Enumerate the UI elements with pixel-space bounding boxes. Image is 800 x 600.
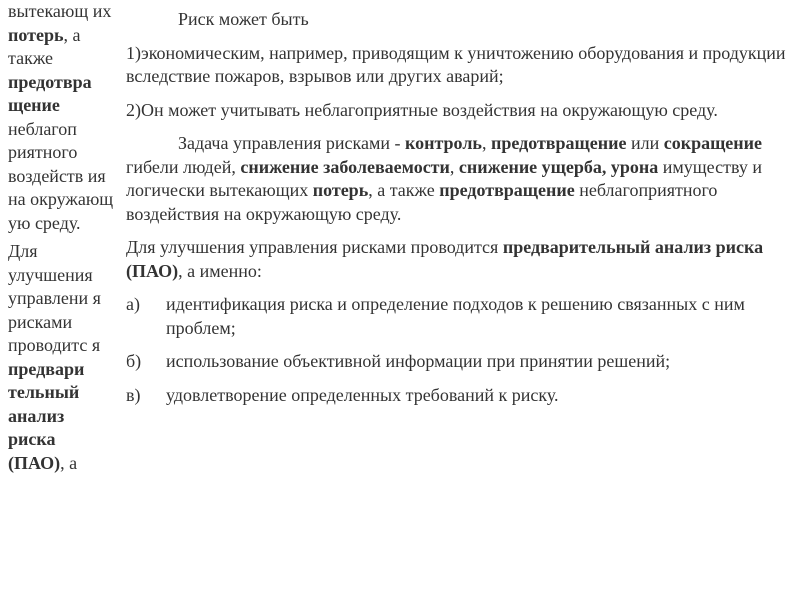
list-marker: а) bbox=[126, 294, 140, 314]
list-item bbox=[126, 384, 794, 408]
list-item bbox=[126, 293, 794, 340]
left-column bbox=[8, 0, 116, 480]
text-run: , а именно: bbox=[178, 260, 262, 281]
list-text: удовлетворение определенных требований к риску. bbox=[166, 384, 559, 405]
left-bold-text: потерь bbox=[8, 24, 64, 45]
bold-run: предотвращение bbox=[490, 133, 627, 153]
task-paragraph bbox=[126, 132, 794, 226]
text-run: неблагоприятного воздействия на окружающую среду. bbox=[126, 180, 718, 224]
left-bold-text: предотвра щение bbox=[8, 71, 92, 115]
list-marker: в) bbox=[126, 384, 141, 405]
list-marker: б) bbox=[126, 351, 142, 371]
bold-run: предварительный анализ риска (ПАО) bbox=[126, 237, 764, 281]
risk-item-1: 1)экономическим, например, приводящим к уничтожению оборудования и продукции вследствие пожаров, взрывов или других аварий; bbox=[126, 42, 786, 86]
bold-run: предотвращение bbox=[439, 180, 575, 200]
text-run: , а также bbox=[368, 180, 440, 200]
risk-item-2: 2)Он может учитывать неблагоприятные воздействия на окружающую среду. bbox=[126, 99, 718, 120]
left-bold-text: предвари тельный анализ риска (ПАО) bbox=[8, 358, 85, 473]
bold-run: контроль bbox=[404, 133, 482, 153]
left-text: Для улучшения управлени я рисками проводитс я bbox=[8, 241, 101, 355]
left-text: неблагоп риятного воздейств ия на окружающ ую среду. bbox=[8, 118, 114, 233]
left-paragraph-2 bbox=[8, 240, 116, 475]
text-run: , bbox=[481, 133, 491, 153]
risk-heading: Риск может быть bbox=[178, 9, 309, 29]
main-column bbox=[126, 0, 794, 407]
list-item bbox=[126, 350, 794, 374]
left-text: , а bbox=[60, 452, 78, 473]
bold-run: снижение ущерба, урона bbox=[458, 156, 659, 177]
bold-run: снижение заболеваемости bbox=[240, 156, 450, 177]
list-text: использование объективной информации при принятии решений; bbox=[166, 351, 671, 371]
left-text: , а также bbox=[8, 24, 81, 68]
list-text: идентификация риска и определение подходов к решению связанных с ним проблем; bbox=[166, 294, 745, 338]
text-run: имуществу и логически вытекающих bbox=[126, 156, 762, 200]
text-run: , bbox=[449, 156, 459, 177]
text-run: Задача управления рисками - bbox=[178, 133, 405, 153]
text-run: или bbox=[626, 133, 664, 153]
text-run: гибели людей, bbox=[126, 156, 241, 177]
text-run: Для улучшения управления рисками проводится bbox=[126, 237, 503, 257]
bold-run: потерь bbox=[312, 180, 369, 200]
left-paragraph-1 bbox=[8, 0, 116, 235]
left-text: вытекающ их bbox=[8, 1, 112, 21]
improve-paragraph bbox=[126, 236, 794, 283]
bold-run: сокращение bbox=[663, 133, 762, 153]
